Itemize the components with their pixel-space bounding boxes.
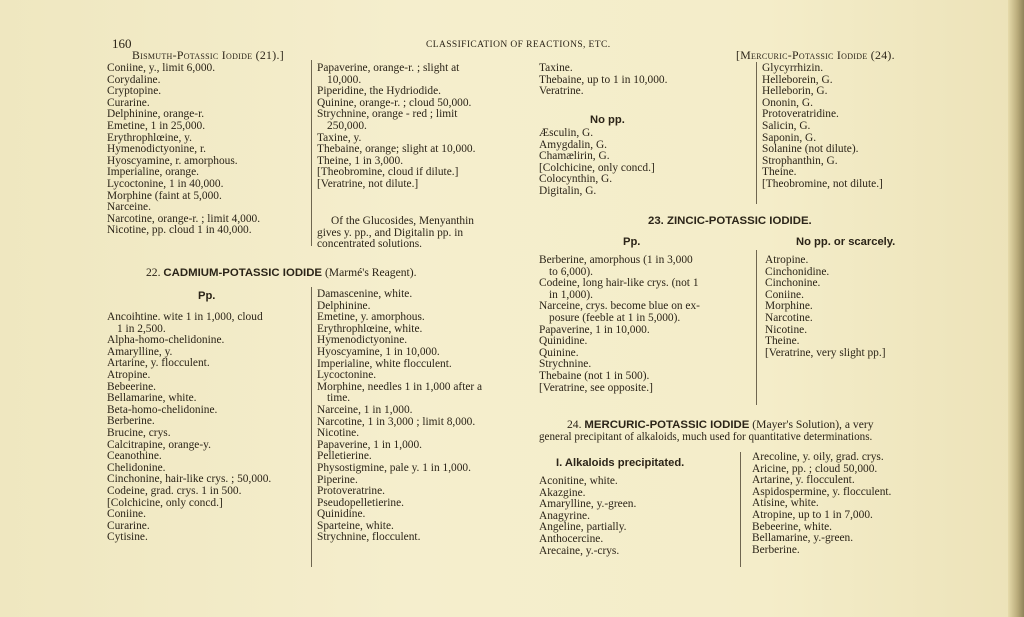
running-head: CLASSIFICATION OF REACTIONS, ETC.: [426, 40, 611, 50]
list-line: Quinine, orange-r. ; cloud 50,000.: [317, 96, 472, 109]
list-line: Bebeerine.: [107, 380, 157, 393]
zincic-pp-label: Pp.: [623, 236, 641, 248]
cadmium-list-1: [107, 312, 271, 544]
list-line: Pseudopelletierine.: [317, 496, 404, 509]
mercuric24-title: MERCURIC-POTASSIC IODIDE: [584, 419, 750, 431]
list-line: Berberine, amorphous (1 in 3,000: [539, 254, 693, 266]
list-line: Quinidine.: [317, 508, 366, 521]
list-line: Papaverine, orange-r. ; slight at: [317, 62, 460, 74]
list-line: Cryptopine.: [107, 85, 162, 98]
list-line: Cytisine.: [107, 531, 148, 544]
list-line: Imperialine, white flocculent.: [317, 357, 452, 370]
list-line: Thebaine, up to 1 in 10,000.: [539, 73, 668, 86]
list-line: Artarine, y. flocculent.: [107, 357, 210, 370]
list-line: Hyoscyamine, r. amorphous.: [107, 154, 238, 167]
list-line: Glycyrrhizin.: [762, 62, 824, 74]
list-line: Strychnine, orange - red ; limit: [317, 108, 458, 121]
list-line: Cinchonidine.: [765, 265, 830, 278]
list-line: Corydaline.: [107, 73, 161, 86]
list-line: Hymenodictyonine.: [317, 334, 408, 347]
list-line: Atropine, up to 1 in 7,000.: [752, 508, 873, 521]
list-line: Lycoctonine.: [317, 369, 377, 382]
list-line: Coniine.: [107, 508, 146, 521]
list-line: Calcitrapine, orange-y.: [107, 438, 211, 451]
list-line: [Colchicine, only concd.]: [107, 496, 223, 509]
cadmium-title: CADMIUM-POTASSIC IODIDE: [163, 267, 323, 279]
list-line: Theine, 1 in 3,000.: [317, 154, 404, 167]
list-line: Piperidine, the Hydriodide.: [317, 85, 442, 98]
list-line: Coniine.: [765, 288, 804, 301]
list-line: [Theobromine, not dilute.]: [762, 177, 883, 190]
list-line: time.: [327, 392, 351, 405]
list-line: Cinchonine.: [765, 277, 821, 290]
column-rule: [740, 452, 741, 567]
list-line: Atropine.: [107, 368, 151, 381]
list-line: Narceine, crys. become blue on ex-: [539, 300, 700, 313]
column-rule: [756, 250, 757, 405]
list-line: Emetine, 1 in 25,000.: [107, 119, 206, 132]
list-line: Nicotine.: [765, 323, 808, 336]
list-line: Helleborein, G.: [762, 73, 833, 86]
list-line: 10,000.: [327, 73, 362, 86]
no-pp-list: [539, 128, 655, 198]
page-number: 160: [112, 36, 132, 51]
cadmium-number: 22.: [146, 266, 161, 279]
list-line: posure (feeble at 1 in 5,000).: [549, 311, 681, 324]
cadmium-list-2: [317, 289, 482, 544]
list-line: Sparteine, white.: [317, 519, 394, 532]
list-line: Narcotine, orange-r. ; limit 4,000.: [107, 212, 261, 225]
list-line: Delphinine.: [317, 299, 371, 312]
list-line: Bellamarine, y.-green.: [752, 532, 854, 545]
list-line: Digitalin, G.: [539, 184, 597, 197]
list-line: in 1,000).: [549, 288, 593, 301]
list-line: concentrated solutions.: [317, 238, 423, 251]
list-line: Taxine, y.: [317, 131, 362, 144]
list-line: Curarine.: [107, 519, 150, 532]
list-line: Erythrophlœine, white.: [317, 322, 423, 335]
list-line: Ancoihtine. wite 1 in 1,000, cloud: [107, 311, 263, 323]
list-line: 250,000.: [327, 119, 367, 132]
mercuric24-list-1: [539, 476, 636, 557]
glucosides-note: [317, 216, 474, 251]
list-line: Artarine, y. flocculent.: [752, 474, 855, 487]
list-line: Narcotine, 1 in 3,000 ; limit 8,000.: [317, 415, 476, 428]
list-line: Of the Glucosides, Menyanthin: [331, 215, 474, 227]
list-line: Bellamarine, white.: [107, 392, 197, 405]
list-line: Nicotine.: [317, 427, 360, 440]
list-line: Quinidine.: [539, 335, 588, 348]
list-line: Theine.: [762, 166, 797, 179]
list-line: Chamælirin, G.: [539, 150, 610, 163]
list-line: Brucine, crys.: [107, 426, 171, 439]
mercuric24-heading: [567, 418, 874, 431]
list-line: Nicotine, pp. cloud 1 in 40,000.: [107, 224, 252, 237]
list-line: Hyoscyamine, 1 in 10,000.: [317, 345, 440, 358]
right-top-list: [539, 63, 667, 98]
list-line: Narceine, 1 in 1,000.: [317, 403, 413, 416]
list-line: Delphinine, orange-r.: [107, 108, 205, 121]
list-line: [Veratrine, see opposite.]: [539, 381, 653, 394]
list-line: Amarylline, y.-green.: [539, 498, 637, 511]
list-line: Solanine (not dilute).: [762, 143, 859, 156]
zincic-pp-list: [539, 255, 700, 394]
list-line: Amarylline, y.: [107, 345, 173, 358]
list-line: Akazgine.: [539, 486, 586, 499]
mercuric24-line2: general precipitant of alkaloids, much used for quantitative determinations.: [539, 431, 873, 443]
zincic-title: 23. ZINCIC-POTASSIC IODIDE.: [648, 215, 812, 227]
list-line: Morphine (faint at 5,000.: [107, 189, 222, 202]
list-line: [Theobromine, cloud if dilute.]: [317, 166, 459, 179]
list-line: Piperine.: [317, 473, 358, 486]
list-line: Hymenodictyonine, r.: [107, 143, 207, 156]
list-line: Ceanothine.: [107, 450, 162, 463]
list-line: Erythrophlœine, y.: [107, 131, 192, 144]
mercuric24-list-2: [752, 452, 891, 556]
list-line: Anagyrine.: [539, 509, 590, 522]
list-line: Arecaine, y.-crys.: [539, 544, 620, 557]
list-line: Papaverine, 1 in 1,000.: [317, 438, 423, 451]
list-line: Helleborin, G.: [762, 85, 828, 98]
list-line: Berberine.: [752, 543, 800, 556]
mercuric-top-list: [762, 63, 883, 191]
list-line: Narceine.: [107, 201, 151, 214]
list-line: Theine.: [765, 335, 800, 348]
list-line: Veratrine.: [539, 85, 584, 98]
list-line: Atisine, white.: [752, 497, 819, 510]
list-line: Berberine.: [107, 415, 155, 428]
zincic-no-pp-list: [765, 255, 886, 359]
mercuric24-number: 24.: [567, 418, 582, 431]
cadmium-pp-label: Pp.: [198, 290, 216, 302]
list-line: Papaverine, 1 in 10,000.: [539, 323, 650, 336]
list-line: Codeine, grad. crys. 1 in 500.: [107, 484, 242, 497]
mercuric-heading: [Mercuric-Potassic Iodide (24).: [736, 48, 895, 62]
list-line: Narcotine.: [765, 311, 813, 324]
column-rule: [311, 287, 312, 567]
cadmium-subtitle: (Marmé's Reagent).: [324, 266, 417, 279]
mercuric24-subtitle: (Mayer's Solution), a very: [752, 418, 874, 431]
list-line: Arecoline, y. oily, grad. crys.: [752, 451, 884, 463]
list-line: Saponin, G.: [762, 131, 817, 144]
list-line: [Veratrine, very slight pp.]: [765, 346, 886, 359]
list-line: Beta-homo-chelidonine.: [107, 403, 218, 416]
cadmium-heading: [146, 266, 417, 279]
list-line: Amygdalin, G.: [539, 138, 608, 151]
list-line: to 6,000).: [549, 265, 593, 278]
list-line: Ononin, G.: [762, 96, 813, 109]
list-line: Morphine, needles 1 in 1,000 after a: [317, 380, 483, 393]
list-line: Protoveratrine.: [317, 485, 386, 498]
bismuth-list-1: [107, 63, 260, 237]
list-line: Æsculin, G.: [539, 127, 594, 139]
list-line: Colocynthin, G.: [539, 173, 613, 186]
list-line: Aricine, pp. ; cloud 50,000.: [752, 462, 878, 475]
list-line: [Veratrine, not dilute.]: [317, 177, 419, 190]
list-line: Aconitine, white.: [539, 475, 618, 487]
list-line: Anthocercine.: [539, 532, 604, 545]
list-line: Alpha-homo-chelidonine.: [107, 334, 225, 347]
list-line: Quinine.: [539, 346, 579, 359]
list-line: Thebaine, orange; slight at 10,000.: [317, 143, 476, 156]
list-line: 1 in 2,500.: [117, 322, 166, 335]
list-line: Cinchonine, hair-like crys. ; 50,000.: [107, 473, 272, 486]
column-rule: [311, 60, 312, 246]
list-line: Emetine, y. amorphous.: [317, 311, 425, 324]
list-line: Lycoctonine, 1 in 40,000.: [107, 177, 224, 190]
list-line: Strychnine.: [539, 358, 592, 371]
list-line: [Colchicine, only concd.]: [539, 161, 655, 174]
list-line: Angeline, partially.: [539, 521, 627, 534]
list-line: Protoveratridine.: [762, 108, 839, 121]
list-line: Taxine.: [539, 62, 573, 74]
list-line: Bebeerine, white.: [752, 520, 833, 533]
list-line: gives y. pp., and Digitalin pp. in: [317, 226, 464, 239]
list-line: Coniine, y., limit 6,000.: [107, 62, 216, 74]
bismuth-list-2: [317, 63, 475, 191]
page-edge-shadow: [1008, 0, 1024, 617]
list-line: Aspidospermine, y. flocculent.: [752, 485, 892, 498]
list-line: Curarine.: [107, 96, 150, 109]
list-line: Imperialine, orange.: [107, 166, 200, 179]
bismuth-heading: Bismuth-Potassic Iodide (21).]: [132, 48, 284, 62]
list-line: Salicin, G.: [762, 119, 811, 132]
list-line: Morphine.: [765, 300, 813, 313]
column-rule: [756, 62, 757, 204]
list-line: Strophanthin, G.: [762, 154, 838, 167]
mercuric24-section-label: I. Alkaloids precipitated.: [556, 457, 685, 469]
list-line: Codeine, long hair-like crys. (not 1: [539, 277, 699, 290]
list-line: Physostigmine, pale y. 1 in 1,000.: [317, 461, 471, 474]
no-pp-label: No pp.: [590, 114, 625, 126]
zincic-no-pp-label: No pp. or scarcely.: [796, 236, 896, 248]
list-line: Atropine.: [765, 254, 809, 266]
zincic-heading: [648, 214, 812, 227]
list-line: Damascenine, white.: [317, 288, 413, 300]
list-line: Thebaine (not 1 in 500).: [539, 369, 650, 382]
list-line: Strychnine, flocculent.: [317, 531, 421, 544]
list-line: Chelidonine.: [107, 461, 166, 474]
list-line: Pelletierine.: [317, 450, 372, 463]
